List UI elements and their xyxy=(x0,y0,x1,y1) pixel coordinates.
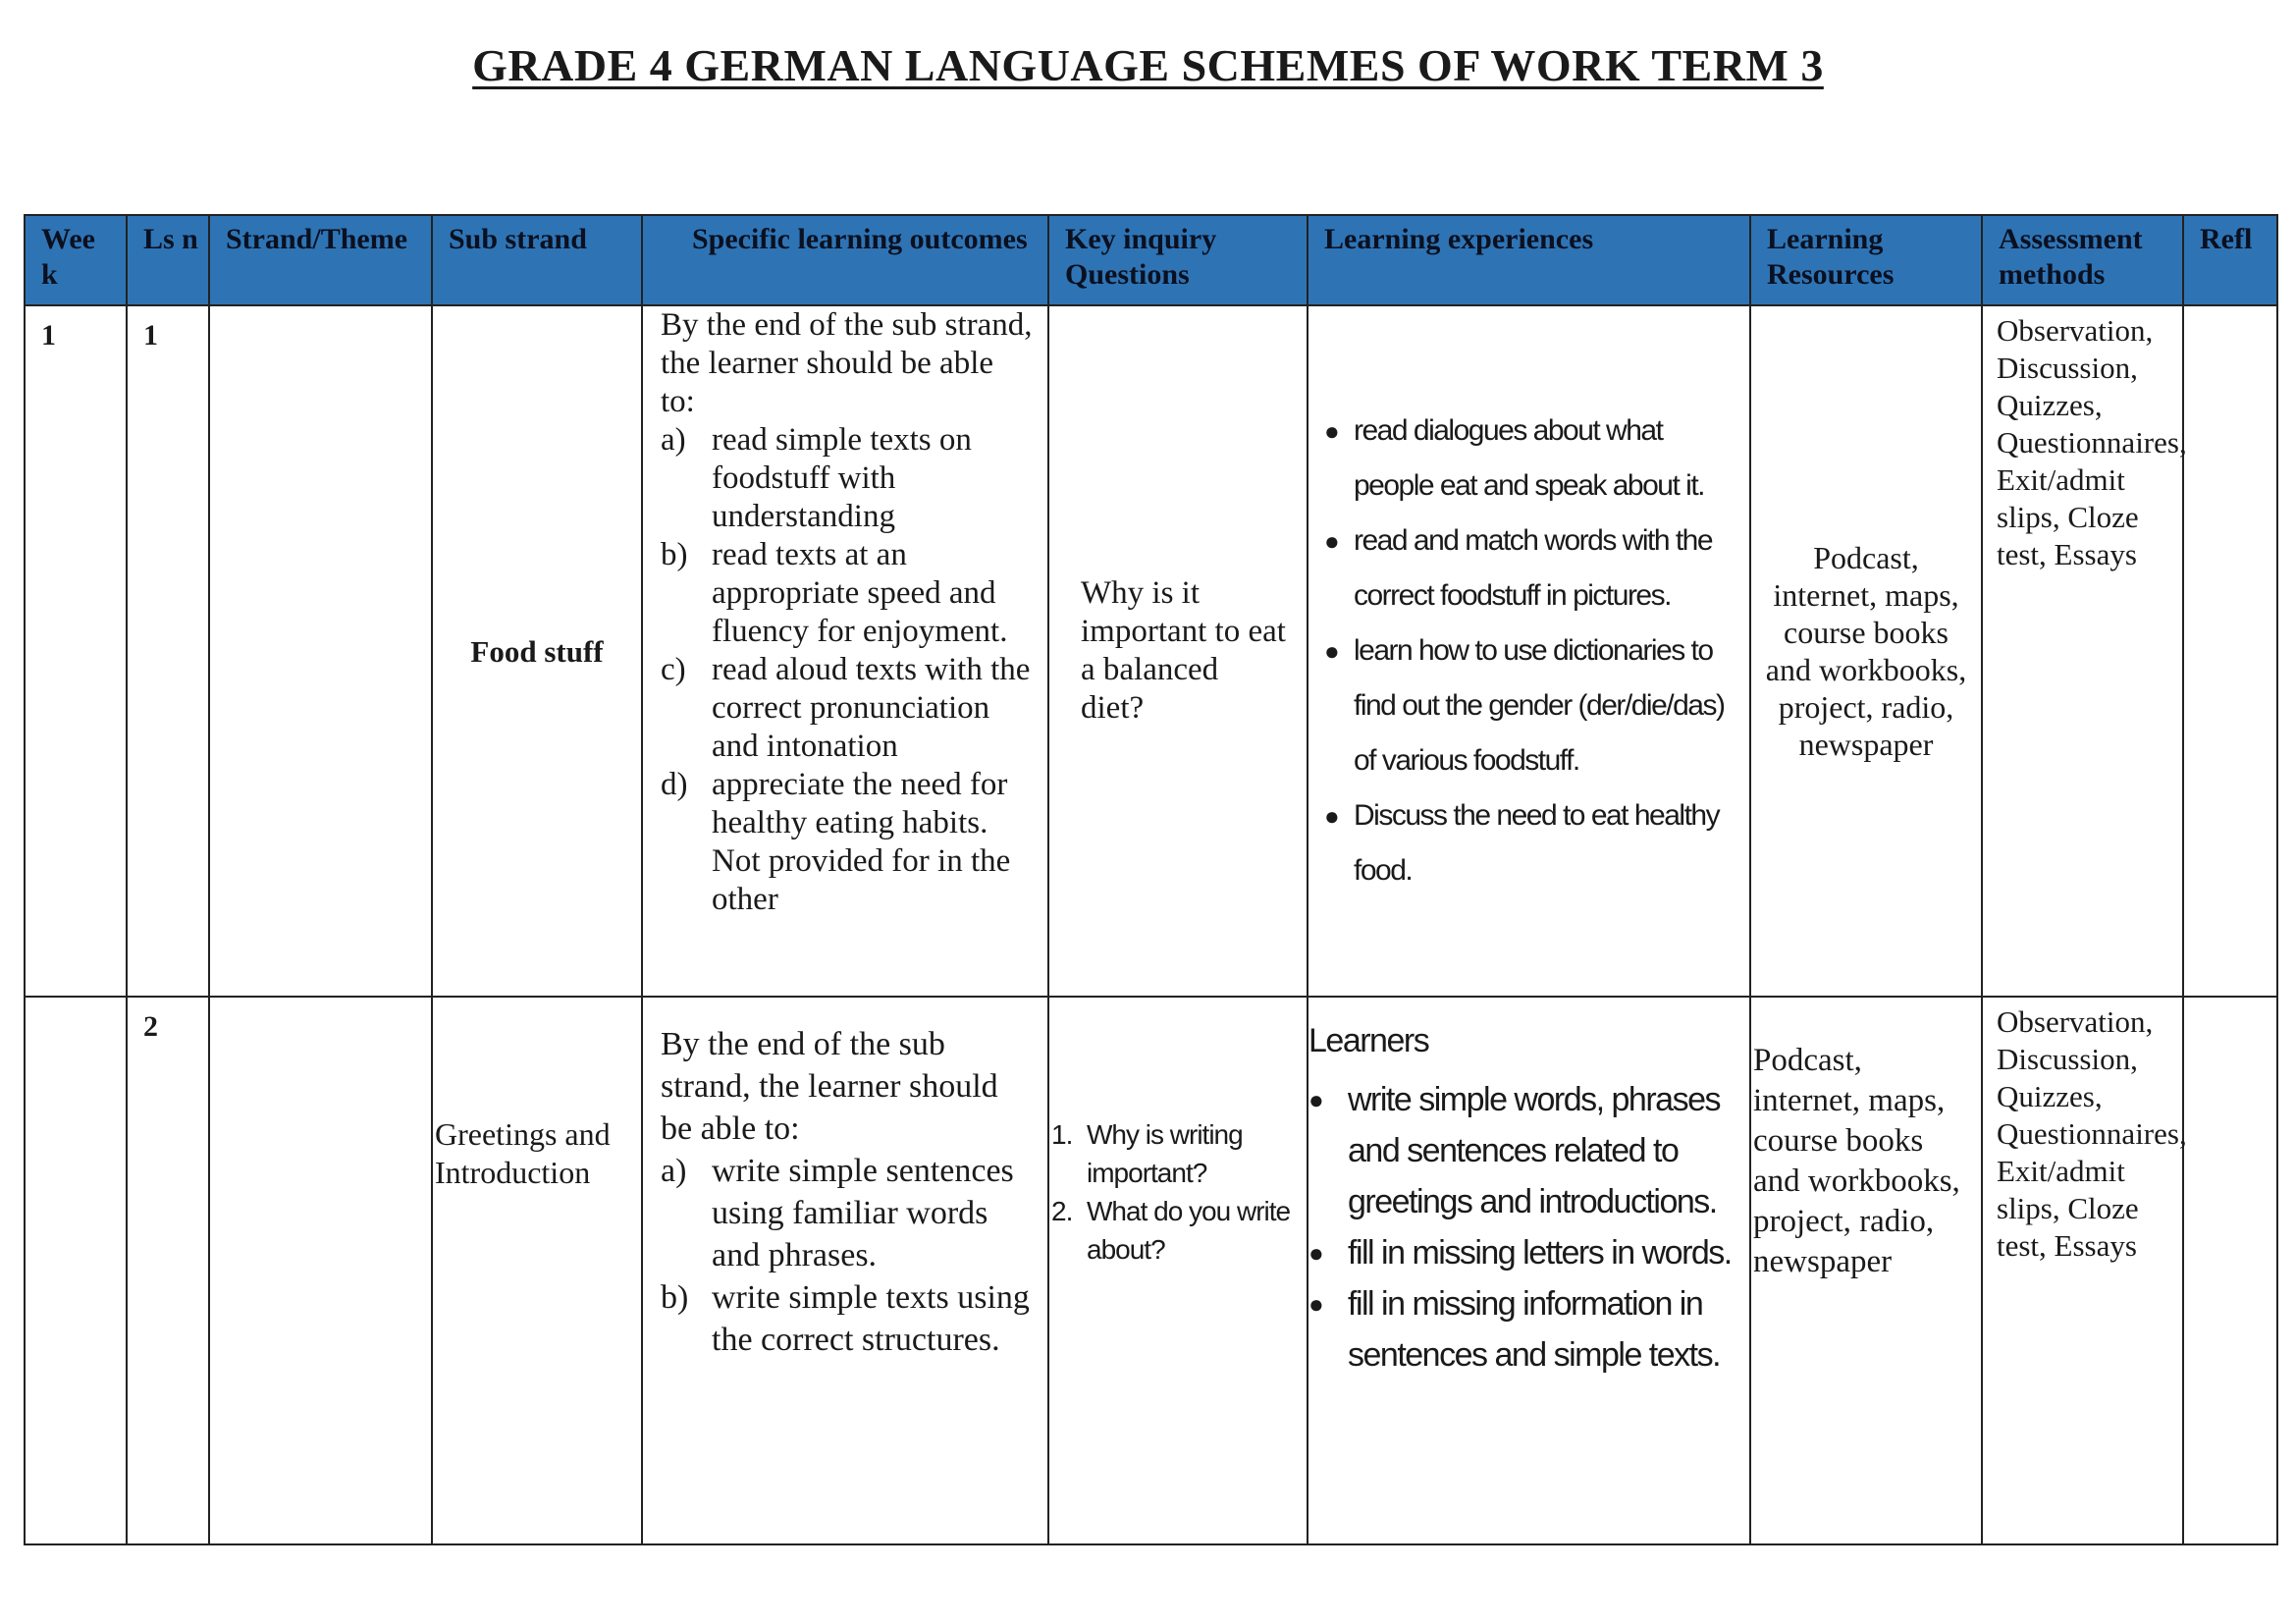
learning-experience-item xyxy=(1324,623,1735,788)
slo-item-mark: a) xyxy=(661,1153,687,1189)
kiq-item xyxy=(1049,1115,1301,1192)
kiq-cell xyxy=(1048,997,1308,1544)
week-number xyxy=(26,998,126,1007)
header-week: Wee k xyxy=(25,215,127,305)
learning-experience-item xyxy=(1324,404,1735,514)
header-specific-learning-outcomes: Specific learning outcomes xyxy=(642,215,1048,305)
bullet-icon: ● xyxy=(1324,636,1339,666)
bullet-icon: ● xyxy=(1308,1238,1323,1268)
lesson-number: 2 xyxy=(143,1010,158,1043)
learning-experience-item xyxy=(1324,514,1735,623)
lesson-number: 1 xyxy=(143,319,158,352)
slo-item-mark: a) xyxy=(661,422,686,458)
kiq-item-mark: 2. xyxy=(1051,1196,1073,1226)
reflection-cell xyxy=(2183,997,2277,1544)
kiq-item-text: What do you write about? xyxy=(1087,1196,1291,1265)
learning-experience-text: read and match words with the correct foodstuff in pictures. xyxy=(1354,524,1713,612)
week-cell xyxy=(25,997,127,1544)
assessment-text: Observation, Discussion, Quizzes, Questionnaires, Exit/admit slips, Cloze test, Essays xyxy=(1997,313,2187,571)
header-row xyxy=(25,215,2277,305)
slo-item-text: appreciate the need for healthy eating habits. Not provided for in the other xyxy=(712,767,1011,917)
bullet-icon: ● xyxy=(1308,1289,1323,1319)
learning-experience-item xyxy=(1324,788,1735,898)
learning-experience-item xyxy=(1308,1074,1737,1227)
learning-experience-text: learn how to use dictionaries to find out the gender (der/die/das) of various foodstuff. xyxy=(1354,634,1725,777)
slo-item xyxy=(661,651,1036,766)
reflection-cell xyxy=(2183,305,2277,997)
kiq-cell xyxy=(1048,305,1308,997)
slo-item-mark: d) xyxy=(661,767,688,802)
learning-experience-item xyxy=(1308,1278,1737,1380)
slo-item-text: write simple texts using the correct structures. xyxy=(712,1279,1030,1358)
resources-cell xyxy=(1750,997,1982,1544)
kiq-item xyxy=(1049,1192,1301,1269)
lesson-cell xyxy=(127,997,209,1544)
learning-lead: Learners xyxy=(1308,1022,1429,1059)
slo-item xyxy=(661,536,1036,651)
kiq-item-text: Why is writing important? xyxy=(1087,1119,1243,1188)
slo-item-mark: b) xyxy=(661,1279,689,1316)
kiq-item-mark: 1. xyxy=(1051,1119,1073,1150)
assessment-text: Observation, Discussion, Quizzes, Questionnaires, Exit/admit slips, Cloze test, Essays xyxy=(1997,1004,2187,1263)
slo-intro: By the end of the sub strand, the learner should be able to: xyxy=(661,1026,998,1147)
lesson-cell xyxy=(127,305,209,997)
bullet-icon: ● xyxy=(1324,526,1339,556)
slo-item-text: write simple sentences using familiar words and phrases. xyxy=(712,1153,1014,1273)
slo-item xyxy=(661,1150,1036,1276)
table-row xyxy=(25,305,2277,997)
sub-strand-cell xyxy=(432,305,642,997)
header-key-inquiry-questions: Key inquiry Questions xyxy=(1048,215,1308,305)
document-title: GRADE 4 GERMAN LANGUAGE SCHEMES OF WORK TERM 3 xyxy=(472,40,1824,90)
resources-cell xyxy=(1750,305,1982,997)
slo-item xyxy=(661,421,1036,536)
slo-list xyxy=(661,421,1036,919)
slo-item xyxy=(661,766,1036,919)
header-strand: Strand/Theme xyxy=(209,215,432,305)
resources-text: Podcast, internet, maps, course books and workbooks, project, radio, newspaper xyxy=(1753,1043,1960,1279)
slo-item-mark: b) xyxy=(661,537,688,572)
slo-item-text: read texts at an appropriate speed and fluency for enjoyment. xyxy=(712,537,1008,649)
slo-item xyxy=(661,1276,1036,1361)
learning-experiences-list xyxy=(1308,1074,1737,1380)
slo-item-text: read aloud texts with the correct pronunciation and intonation xyxy=(712,652,1031,764)
slo-item-text: read simple texts on foodstuff with understanding xyxy=(712,422,972,534)
header-learning-experiences: Learning experiences xyxy=(1308,215,1750,305)
strand-cell xyxy=(209,997,432,1544)
strand-cell xyxy=(209,305,432,997)
learning-experience-item xyxy=(1308,1227,1737,1278)
learning-experience-text: fill in missing letters in words. xyxy=(1348,1234,1732,1272)
table-row xyxy=(25,997,2277,1544)
assessment-cell xyxy=(1982,305,2187,997)
learning-experience-text: Discuss the need to eat healthy food. xyxy=(1354,799,1720,887)
schemes-of-work-table xyxy=(24,214,2278,1545)
bullet-icon: ● xyxy=(1308,1085,1323,1114)
sub-strand-text: Food stuff xyxy=(470,633,604,669)
slo-cell xyxy=(642,305,1048,997)
week-number: 1 xyxy=(41,319,56,352)
bullet-icon: ● xyxy=(1324,801,1339,831)
learning-experiences-cell xyxy=(1308,997,1750,1544)
bullet-icon: ● xyxy=(1324,416,1339,446)
learning-experience-text: read dialogues about what people eat and speak about it. xyxy=(1354,414,1704,502)
learning-experience-text: fill in missing information in sentences and simple texts. xyxy=(1348,1285,1721,1374)
slo-list xyxy=(661,1150,1036,1361)
header-lesson: Ls n xyxy=(127,215,209,305)
assessment-cell xyxy=(1982,997,2187,1544)
week-cell xyxy=(25,305,127,997)
slo-item-mark: c) xyxy=(661,652,686,687)
learning-experience-text: write simple words, phrases and sentences related to greetings and introductions. xyxy=(1348,1081,1720,1220)
slo-intro: By the end of the sub strand, the learner should be able to: xyxy=(661,307,1033,419)
header-sub-strand: Sub strand xyxy=(432,215,642,305)
sub-strand-cell xyxy=(432,997,642,1544)
header-assessment-methods: Assessment methods xyxy=(1982,215,2183,305)
header-reflection: Refl xyxy=(2183,215,2277,305)
learning-experiences-cell xyxy=(1308,305,1750,997)
slo-cell xyxy=(642,997,1048,1544)
learning-experiences-list xyxy=(1324,404,1735,898)
sub-strand-text: Greetings and Introduction xyxy=(435,1116,611,1190)
kiq-text: Why is it important to eat a balanced diet? xyxy=(1081,575,1286,726)
resources-text: Podcast, internet, maps, course books and workbooks, project, radio, newspaper xyxy=(1765,540,1967,762)
header-learning-resources: Learning Resources xyxy=(1750,215,1982,305)
kiq-list xyxy=(1049,998,1307,1269)
